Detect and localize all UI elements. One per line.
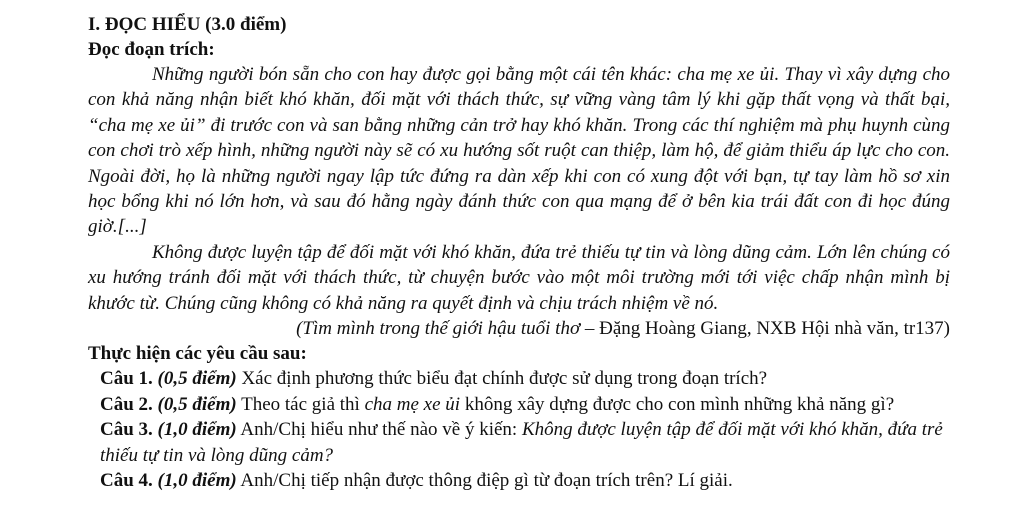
question-3 <box>88 417 980 468</box>
question-label: Câu 3. <box>100 419 153 441</box>
question-points: (1,0 điểm) <box>157 419 237 441</box>
question-text: Theo tác giả thì <box>236 393 365 415</box>
section-title: I. ĐỌC HIỂU (3.0 điểm) <box>88 14 287 35</box>
question-label: Câu 1. <box>100 368 153 390</box>
tasks-heading: Thực hiện các yêu cầu sau: <box>88 343 307 365</box>
question-text-italic: cha mẹ xe ủi <box>364 393 461 415</box>
question-points: (1,0 điểm) <box>157 470 237 492</box>
source-publisher: Đặng Hoàng Giang, NXB Hội nhà văn, tr137) <box>599 318 950 340</box>
question-text: Anh/Chị hiểu như thế nào về ý kiến: <box>236 419 522 441</box>
excerpt-source <box>88 316 950 341</box>
question-text-italic: Không được luyện tập để đối mặt với khó khăn, đứa trẻ thiếu tự tin và lòng dũng cảm? <box>100 419 943 466</box>
question-label: Câu 4. <box>100 470 153 492</box>
question-4 <box>88 468 980 494</box>
question-text: Anh/Chị tiếp nhận được thông điệp gì từ đoạn trích trên? Lí giải. <box>236 470 733 492</box>
document <box>88 12 988 494</box>
source-work: (Tìm mình trong thế giới hậu tuổi thơ – <box>296 318 600 340</box>
question-text: không xây dựng được cho con mình những khả năng gì? <box>460 393 895 415</box>
question-text: Xác định phương thức biểu đạt chính được sử dụng trong đoạn trích? <box>236 368 768 390</box>
question-label: Câu 2. <box>100 393 153 415</box>
question-2 <box>88 392 980 418</box>
excerpt-paragraph-2: Không được luyện tập để đối mặt với khó khăn, đứa trẻ thiếu tự tin và lòng dũng cảm. Lớn lên chúng có xu hướng tránh đối mặt với thách thức, từ chuyện bước vào một môi trường mới tới việc chấp nhận mình bị khước từ. Chúng cũng không có khả năng ra quyết định và chịu trách nhiệm về nó. <box>88 241 950 314</box>
question-points: (0,5 điểm) <box>157 393 237 415</box>
question-1 <box>88 366 980 392</box>
excerpt-paragraph-1: Những người bón sẵn cho con hay được gọi bằng một cái tên khác: cha mẹ xe ủi. Thay vì xây dựng cho con khả năng nhận biết khó khăn, đối mặt với thách thức, sự vững vàng tâm lý khi gặp thất vọng và thất bại, “cha mẹ xe ủi” đi trước con và san bằng những cản trở hay khó khăn. Trong các thí nghiệm mà phụ huynh cùng con chơi trò xếp hình, những người này sẽ có xu hướng sốt ruột can thiệp, làm hộ, để giảm thiểu áp lực cho con. Ngoài đời, họ là những người ngay lập tức đứng ra dàn xếp khi con có xung đột với bạn, tự tay làm hồ sơ xin học bổng khi nó lớn hơn, và sau đó hằng ngày đánh thức con qua mạng để ở bên kia trái đất con đi học đúng giờ.[...] <box>88 64 950 238</box>
excerpt-heading: Đọc đoạn trích: <box>88 39 215 60</box>
question-points: (0,5 điểm) <box>157 368 237 390</box>
